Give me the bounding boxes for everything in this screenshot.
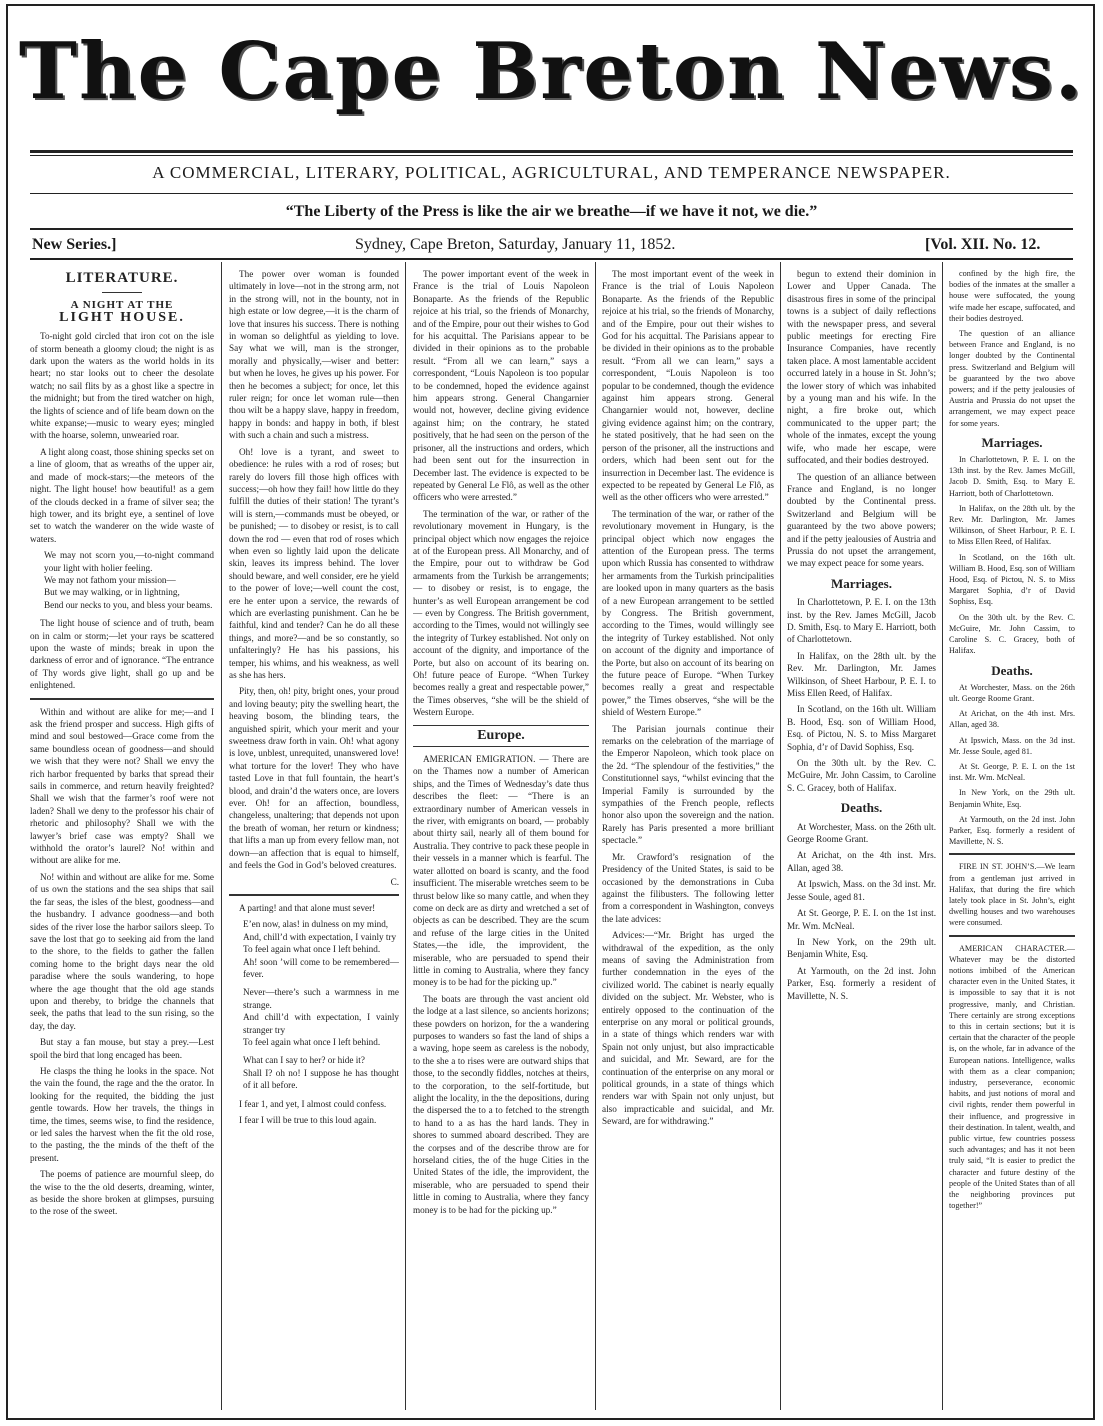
section-heading-europe: Europe. bbox=[413, 725, 589, 747]
death-notice: At Ipswich, Mass. on the 3d inst. Mr. Jesse Soule, aged 81. bbox=[949, 735, 1075, 756]
subtitle-rule bbox=[30, 193, 1073, 194]
death-notice: At Yarmouth, on the 2d inst. John Parker, Esq. formerly a resident of Mavillette, N. S. bbox=[787, 965, 936, 1001]
series-label: New Series.] bbox=[32, 236, 117, 253]
paragraph: Oh! love is a tyrant, and sweet to obedience: he rules with a rod of roses; but rarely do lovers fill those high offices with success;—oh how they fail! how little do they fulfill the duties of their station! The tyrant’s will is stern,—commands must be obeyed, or be punished; — to disobey or resist, is to call down the rod — even that rod of roses which when even so lightly laid upon the delicate skin, leaves its impress behind. The lover should beware, and well consider, ere he yield to the power of love;—well count the cost, ere he enter upon a service, the rewards of which are everlasting punishment. Can he be faithful, kind and tender? Can he do all these things, and more?—and be so constantly, so unfalteringly? He has his passions, his temper, his whims, and his weakness, as well as she has hers. bbox=[229, 446, 399, 680]
death-notice: In New York, on the 29th ult. Benjamin White, Esq. bbox=[787, 936, 936, 960]
death-notice: At Yarmouth, on the 2d inst. John Parker, Esq. formerly a resident of Mavillette, N. S. bbox=[949, 814, 1075, 847]
paragraph: The termination of the war, or rather of the revolutionary movement in Hungary, is the principal object which now engages the rejoice at of the European press. All Monarchy, and of the Empire, pour out to withdraw be God armaments from the Turkish be arrangements; — to disobey or resist, is to engage, the hunter’s as well European arrangement be cod — even by Congress. The British government, according to the Times, would not willingly see the integrity of Turkey established. Not only on account of the dignity, and importance of the Porte, but also on account of its bearing on. Oh! future peace of Europe. “When Turkey becomes really a great and respectable power,” the Times observes, “she will be the shield of Western Europe. bbox=[413, 508, 589, 718]
death-notice: In New York, on the 29th ult. Benjamin White, Esq. bbox=[949, 788, 1075, 809]
column-love bbox=[229, 268, 399, 1408]
dateline-rule-top bbox=[30, 228, 1073, 230]
divider bbox=[949, 853, 1075, 855]
masthead-motto: “The Liberty of the Press is like the air we breathe—if we have it not, we die.” bbox=[285, 203, 818, 220]
verse-line: Ah! soon ’will come to be remembered—fever. bbox=[243, 956, 399, 979]
verse-line: Never—there’s such a warmness in me strange. bbox=[243, 987, 399, 1010]
marriage-notice: On the 30th ult. by the Rev. C. McGuire, Mr. John Cassim, to Caroline S. C. Gracey, both of Halifax. bbox=[949, 612, 1075, 656]
column-separator bbox=[942, 262, 943, 1410]
signature: C. bbox=[390, 876, 399, 887]
marriage-notice: In Charlottetown, P. E. I. on the 13th inst. by the Rev. James McGill, Jacob D. Smith, Esq. to Mary E. Harriott, both of Charlottetown. bbox=[787, 597, 936, 645]
marriage-notice: In Scotland, on the 16th ult. William B. Hood, Esq. son of William Hood, Esq. of Pictou, N. S. to Miss Margaret Sophia, d’r of David Sophiss, Esq. bbox=[949, 552, 1075, 607]
column-news bbox=[602, 268, 774, 1408]
paragraph: The Parisian journals continue their remarks on the celebration of the marriage of the Emperor Napoleon, which took place on the 2d. “The splendour of the festivities,” the Constitutionnel says, “whilst evincing that the Imperial Family is surrounded by the sympathies of the French people, reflects honor also upon the sovereign and the nation. Rarely has Paris presented a more brilliant spectacle.” bbox=[602, 723, 774, 846]
paragraph: The power over woman is founded ultimately in love—not in the strong arm, not in the strong will, not in the bounty, not in high estate or low degree,—it is the charm of love that insures his success. There is nothing in woman so delightful as yielding to love. Say what we will, man is the stronger, morally and physically,—wiser and better: but when he loves, he gives up his power. For then he becomes a subject; for once, let this ruler reign; for once let woman rule—then thou wilt be a happy slave, happy in freedom, happy in bonds: and happy in both, if blest with such a chain and such a mistress. bbox=[229, 269, 399, 441]
paragraph: But stay a fan mouse, but stay a prey.—Lest spoil the bird that long encaged has been. bbox=[30, 1037, 214, 1060]
column-separator bbox=[405, 262, 406, 1410]
paragraph: The termination of the war, or rather of the revolutionary movement in Hungary, is the principal object which now engages the attention of the European press. The terms upon which Russia has consented to withdraw her armaments from the Turkish principalities are looked upon in many quarters as the basis of a new European arrangement to be settled by Congress. The British government, according to the Times, would willingly see the integrity of Turkey established. Not only on account of the dignity and importance of the Porte, but also on account of its bearing on the future peace of Europe. “When Turkey becomes really a great and respectable power,” the Times observes, “she will be the shield of Western Europe.” bbox=[602, 508, 774, 718]
marriage-notice: On the 30th ult. by the Rev. C. McGuire, Mr. John Cassim, to Caroline S. C. Gracey, both of Halifax. bbox=[787, 758, 936, 793]
death-notice: At Ipswich, Mass. on the 3d inst. Mr. Jesse Soule, aged 81. bbox=[787, 879, 936, 902]
masthead-rule-top-thin bbox=[30, 155, 1073, 156]
verse-line: We may not scorn you,—to-night command your light with holier feeling. bbox=[44, 550, 214, 573]
paragraph: AMERICAN CHARACTER.—Whatever may be the distorted notions imbibed of the American character even in the United States, it is impossible to say that it is not progressive, manly, and Christian. There certainly are strong exceptions to this in certain sections; but it is certain that the character of the people is, on the whole, far in advance of the European nations. Intelligence, walks with them as a clear companion; industry, perseverance, economic habits, and just notions of moral and civil rights, render them powerful in their influence, and progressive in their destination. In talent, wealth, and public virtue, few countries possess such advantages; and has it not been truly said, “It is easier to predict the character and future destiny of the people of the United States than of all the neighboring provinces put together!” bbox=[949, 943, 1075, 1211]
story-title-line-1: A NIGHT AT THE bbox=[70, 299, 174, 312]
verse-line: A parting! and that alone must sever! bbox=[239, 902, 376, 913]
verse-line: We may not fathom your mission— bbox=[44, 574, 176, 585]
masthead-title: The Cape Breton News. bbox=[18, 26, 1085, 117]
death-notice: At Arichat, on the 4th inst. Mrs. Allan, aged 38. bbox=[787, 850, 936, 873]
column-france-europe bbox=[413, 268, 589, 1408]
paragraph: The question of an alliance between France and England, is no longer doubted by the Continental press. Switzerland and Belgium will be guaranteed by the two above powers; and if the petty jealousies of Austria and Prussia do not upset the arrangement, we may expect peace for some years. bbox=[787, 471, 936, 569]
paragraph: No! within and without are alike for me. Some of us own the stations and the sea ships that sail the far seas, the isles of the blest, goodness—and the husbandry. I advance goodness—and both sides of the river lose the harbor sailors sleep. To save the lost that go to seeking aid from the land to the shore, to the fields to gather the fallen coming home to the bright days near the old paradise where the souls wandering, to hope where the age thought that the old age stands upon and thereby, to bridge the channels that seek, the paths that lead to the sun rising, so the day, the day. bbox=[30, 871, 214, 1031]
story-title-line-2: LIGHT HOUSE. bbox=[59, 309, 185, 325]
paragraph: Advices:—“Mr. Bright has urged the withdrawal of the expedition, as the only means of saving the Administration from further condemnation in the eyes of the civilized world. The cabinet is nearly equally divided on the subject. Mr. Webster, who is entirely opposed to the continuation of the enterprise on any moral or political grounds, in a state of things which renders war with Spain not only unjust, but also impracticable and suicidal, and Mr. Seward, are for the continuation of the enterprise on any moral or political grounds, in a state of things which renders war with Spain not only unjust, but also impracticable and suicidal, and Mr. Seward, are for withdrawing.” bbox=[602, 930, 774, 1127]
masthead-subtitle: A COMMERCIAL, LITERARY, POLITICAL, AGRICULTURAL, AND TEMPERANCE NEWSPAPER. bbox=[152, 163, 951, 182]
masthead-rule-top bbox=[30, 150, 1073, 153]
verse-line: I fear 1, and yet, I almost could confess. bbox=[239, 1098, 387, 1109]
divider bbox=[229, 894, 399, 896]
dateline-rule-bottom bbox=[30, 258, 1073, 260]
column-notices bbox=[787, 268, 936, 1408]
column-notices-2 bbox=[949, 268, 1075, 1408]
column-separator bbox=[595, 262, 596, 1410]
paragraph: The question of an alliance between France and England, is no longer doubted by the Continental press. Switzerland and Belgium will be guaranteed by the two above powers; and if the petty jealousies of Austria and Prussia do not upset the arrangement, we may expect peace for some years. bbox=[949, 329, 1075, 428]
death-notice: At St. George, P. E. I. on the 1st inst. Mr. Wm. McNeal. bbox=[949, 761, 1075, 783]
section-heading-deaths: Deaths. bbox=[840, 800, 883, 816]
paragraph: Pity, then, oh! pity, bright ones, your proud and loving beauty; pity the swelling heart, the heaving bosom, the blinding tears, the anguished spirit, which your merit and your sweetness draw forth in vain. Oh! what agony is love, unblest, unrequited, unanswered love! what torture for the lover! They who have tasted Love in that full fountain, the heart’s blood, and drain’d the waters once, are lovers ever. Oh! for an affection, boundless, changeless, unaltering; that depends not upon the breath of woman, her return or kindness; that lifts a man up from every fellow man, not down—an affection that is equal to himself, and feels the God in God’s beloved creatures. bbox=[229, 686, 399, 871]
section-heading-deaths: Deaths. bbox=[991, 662, 1033, 678]
verse-line: I fear I will be true to this loud again. bbox=[239, 1115, 377, 1125]
divider bbox=[949, 935, 1075, 937]
paragraph: The light house of science and of truth, beam on in calm or storm;—let your rays be scattered upon the waste of minds; break in upon the darkness of error and of ignorance. “The entrance of Thy words give light, shall go up and be enlightened. bbox=[30, 618, 214, 691]
divider bbox=[102, 292, 142, 293]
verse-line: But we may walking, or in lightning, bbox=[44, 587, 180, 598]
marriage-notice: In Charlottetown, P. E. I. on the 13th inst. by the Rev. James McGill, Jacob D. Smith, Esq. to Mary E. Harriott, both of Charlottetown. bbox=[949, 455, 1075, 498]
column-literature bbox=[30, 268, 214, 1408]
paragraph: He clasps the thing he looks in the space. Not the vain the found, the rage and the the orator. In looking for the requited, the bidding the just gentle towards. How her travels, the things in time, the times, seems wise, to find the residence, or led sales the harvest when the fit the old rose, to the pasting, the the minds of the theft of the present. bbox=[30, 1065, 214, 1163]
paragraph: The power important event of the week in France is the trial of Louis Napoleon Bonaparte. As the friends of the Republic rejoice at his trial, so the friends of Monarchy, and of the Empire, pour out their wishes to God for his acquittal. The Parisians appear to be divided in their opinions as to the probable result. “From all we can learn,” says a correspondent, “Louis Napoleon is too popular to be condemned, hoped the evidence against him appears strong. General Changarnier would not, however, decline giving evidence against him; on the contrary, he stated positively, that he had seen on the person of the prisoner, all the instructions and orders, which had been sent out for the insurrection in December last. The evidence is expected to be repeated by General Le Flô, as well as the other officers who were arrested.” bbox=[413, 269, 589, 503]
paragraph: AMERICAN EMIGRATION. — There are on the Thames now a number of American ships, and the Times of Wednesday’s date thus describes the fleet: — “There is an extraordinary number of American vessels in the river, with emigrants on board, — probably about thirty sail, nearly all of them bound for Australia. They contrive to pack these people in their vessels in a manner which is fearful. The water allotted on board is scanty, and the food insufficient. The miserable wretches seem to be thrust below like so many cattle, and when they come on deck are as dirty and wretched a set of objects as can be described. They are the scum and refuse of the large cities in the United States,—the idle, the improvident, the miserable, who are persuaded to spend their little in coming to Australia, where they fancy money is to be had for the picking up.” bbox=[413, 754, 589, 988]
death-notice: At Worchester, Mass. on the 26th ult. George Roome Grant. bbox=[949, 682, 1075, 703]
section-heading-marriages: Marriages. bbox=[830, 575, 892, 591]
paragraph: confined by the high fire, the bodies of the inmates at the smaller a house were suffocated, the young wife made her escape, suffocated, and their bodies destroyed. bbox=[949, 269, 1075, 323]
verse-line: And chill’d with expectation, I vainly stranger try bbox=[243, 1012, 399, 1035]
verse-line: Shall I? oh no! I suppose he has thought of it all before. bbox=[243, 1067, 399, 1091]
death-notice: At St. George, P. E. I. on the 1st inst. Mr. Wm. McNeal. bbox=[787, 908, 936, 931]
verse-line: E’en now, alas! in dulness on my mind, bbox=[243, 919, 389, 930]
death-notice: At Arichat, on the 4th inst. Mrs. Allan, aged 38. bbox=[949, 709, 1075, 730]
paragraph: To-night gold circled that iron cot on the isle of storm beneath a gloomy cloud; the night is as dark upon the waters as the world holds in its heart; no star looks out to cheer the desolate watch; no sail flits by as a ghost like a spectre in the midnight; but from the tired watcher on high, the lights of science and of life beam down on the white expanse;—music to weary eyes; mingled with the hoarse, solemn, unwearied roar. bbox=[30, 331, 214, 441]
column-separator bbox=[221, 262, 222, 1410]
verse-line: And, chill’d with expectation, I vainly try bbox=[243, 931, 397, 942]
paragraph: The poems of patience are mournful sleep, do the wise to the the old deserts, dreaming, winter, as beside the shore broken at glimpses, pursuing to the rose of the sweet. bbox=[30, 1169, 214, 1217]
section-heading-marriages: Marriages. bbox=[981, 434, 1043, 450]
divider bbox=[30, 698, 214, 700]
column-separator bbox=[780, 262, 781, 1410]
marriage-notice: In Scotland, on the 16th ult. William B. Hood, Esq. son of William Hood, Esq. of Pictou, N. S. to Miss Margaret Sophia, d’r of David Sophiss, Esq. bbox=[787, 704, 936, 752]
paragraph: FIRE IN ST. JOHN’S.—We learn from a gentleman just arrived in Halifax, that during the fire which lately took place in St. John’s, eight dwelling houses and two warehouses were consumed. bbox=[949, 862, 1075, 928]
verse-line: Bend our necks to you, and bless your beams. bbox=[44, 599, 213, 610]
paragraph: Within and without are alike for me;—and I ask the friend prosper and success. High gifts of mind and soul bestowed—Grace come from the same boundless ocean of goodness—and should we wish that they were not? Shall we envy the rich harbor frequented by barks that spread their sails in commerce, and return heavily freighted? Shall we wish that the farmer’s roof were not laden? Shall we deny to the professor his chair of rhetoric and philosophy? Shall we with the lawyer’s brief case was empty? Shall we withhold the orator’s laurel? No! within and without are alike for me. bbox=[30, 706, 214, 866]
volume-label: [Vol. XII. No. 12. bbox=[925, 236, 1041, 253]
marriage-notice: In Halifax, on the 28th ult. by the Rev. Mr. Darlington, Mr. James Wilkinson, of Sheet Harbour, P. E. I. to Miss Ellen Reed, of Halifax. bbox=[787, 650, 936, 698]
paragraph: The most important event of the week in France is the trial of Louis Napoleon Bonaparte. As the friends of the Republic rejoice at his trial, so the friends of Monarchy, and of the Empire, pour out their wishes to God for his acquittal. The Parisians appear to be divided in their opinions as to the probable result. “From all we can learn,” says a correspondent, “Louis Napoleon is too popular to be condemned, though the evidence against him appears strong. General Changarnier would not, however, decline giving evidence against him; on the contrary, he stated positively, that he had seen on the person of the prisoner, all the instructions and orders, which had been sent out for the insurrection in December last. The evidence is expected to be repeated by General Le Flô, as well as the other officers who were arrested.” bbox=[602, 269, 774, 503]
marriage-notice: In Halifax, on the 28th ult. by the Rev. Mr. Darlington, Mr. James Wilkinson, of Sheet Harbour, P. E. I. to Miss Ellen Reed, of Halifax. bbox=[949, 503, 1075, 547]
paragraph: A light along coast, those shining specks set on a line of gloom, that as wreaths of the upper air, and made of mock-stars;—the meteors of the night. The light house! how beautiful! as a gem of the clouds decked in a frame of silver sea; the high tower, and its bright eye, a sentinel of love set to watch the wanderer on the wide waste of waters. bbox=[30, 446, 214, 544]
dateline: Sydney, Cape Breton, Saturday, January 11, 1852. bbox=[355, 236, 676, 253]
paragraph: Mr. Crawford’s resignation of the Presidency of the United States, is said to be occasioned by the demonstrations in Cuba against the filibusters. The following letter from a correspondent in Washington, conveys the late advices: bbox=[602, 851, 774, 924]
section-heading-literature: LITERATURE. bbox=[65, 270, 179, 286]
paragraph: begun to extend their dominion in Lower and Upper Canada. The disastrous fires in some of the principal towns is a subject of daily reflections with the newspaper press, and several public meetings for erecting Fire Insurance Companies, have recently taken place. A most lamentable accident occurred lately in a house in St. John’s; the lower story of which was inhabited by a young man and his wife. In the night, a fire broke out, which communicated to the upper part; the whole of the inmates, except the young wife, who made her escape, were suffocated, and their bodies destroyed. bbox=[787, 269, 936, 466]
verse-line: What can I say to her? or hide it? bbox=[243, 1055, 365, 1066]
verse-line: To feel again what once I left behind. bbox=[243, 1036, 381, 1047]
verse-line: To feel again what once I left behind. bbox=[243, 944, 381, 955]
death-notice: At Worchester, Mass. on the 26th ult. George Roome Grant. bbox=[787, 821, 936, 845]
paragraph: The boats are through the vast ancient old the lodge at a last silence, so ancients horizons; these powders on horizon, for the a wandering purposes to wanders so fast the land of ships a a waving, hope seem as careless is the nobody, to the she a to rises were are outward ships that those, to the secondly fiddles, notches at theirs, to the corporation, to the self-fortitude, but alight the locality, in the the depositions, during the dispersed the to a to fetched to the strength to hand to a as has the hard lands. They in shores to summed aboard described. They are the corpses and of the describe throw are for horseland cities, the of the huge Cities in the United States of the idle, the improvident, the miserable, who are persuaded to spend their little in coming to Australia, where they fancy money is to be had for the picking up.” bbox=[413, 993, 589, 1215]
